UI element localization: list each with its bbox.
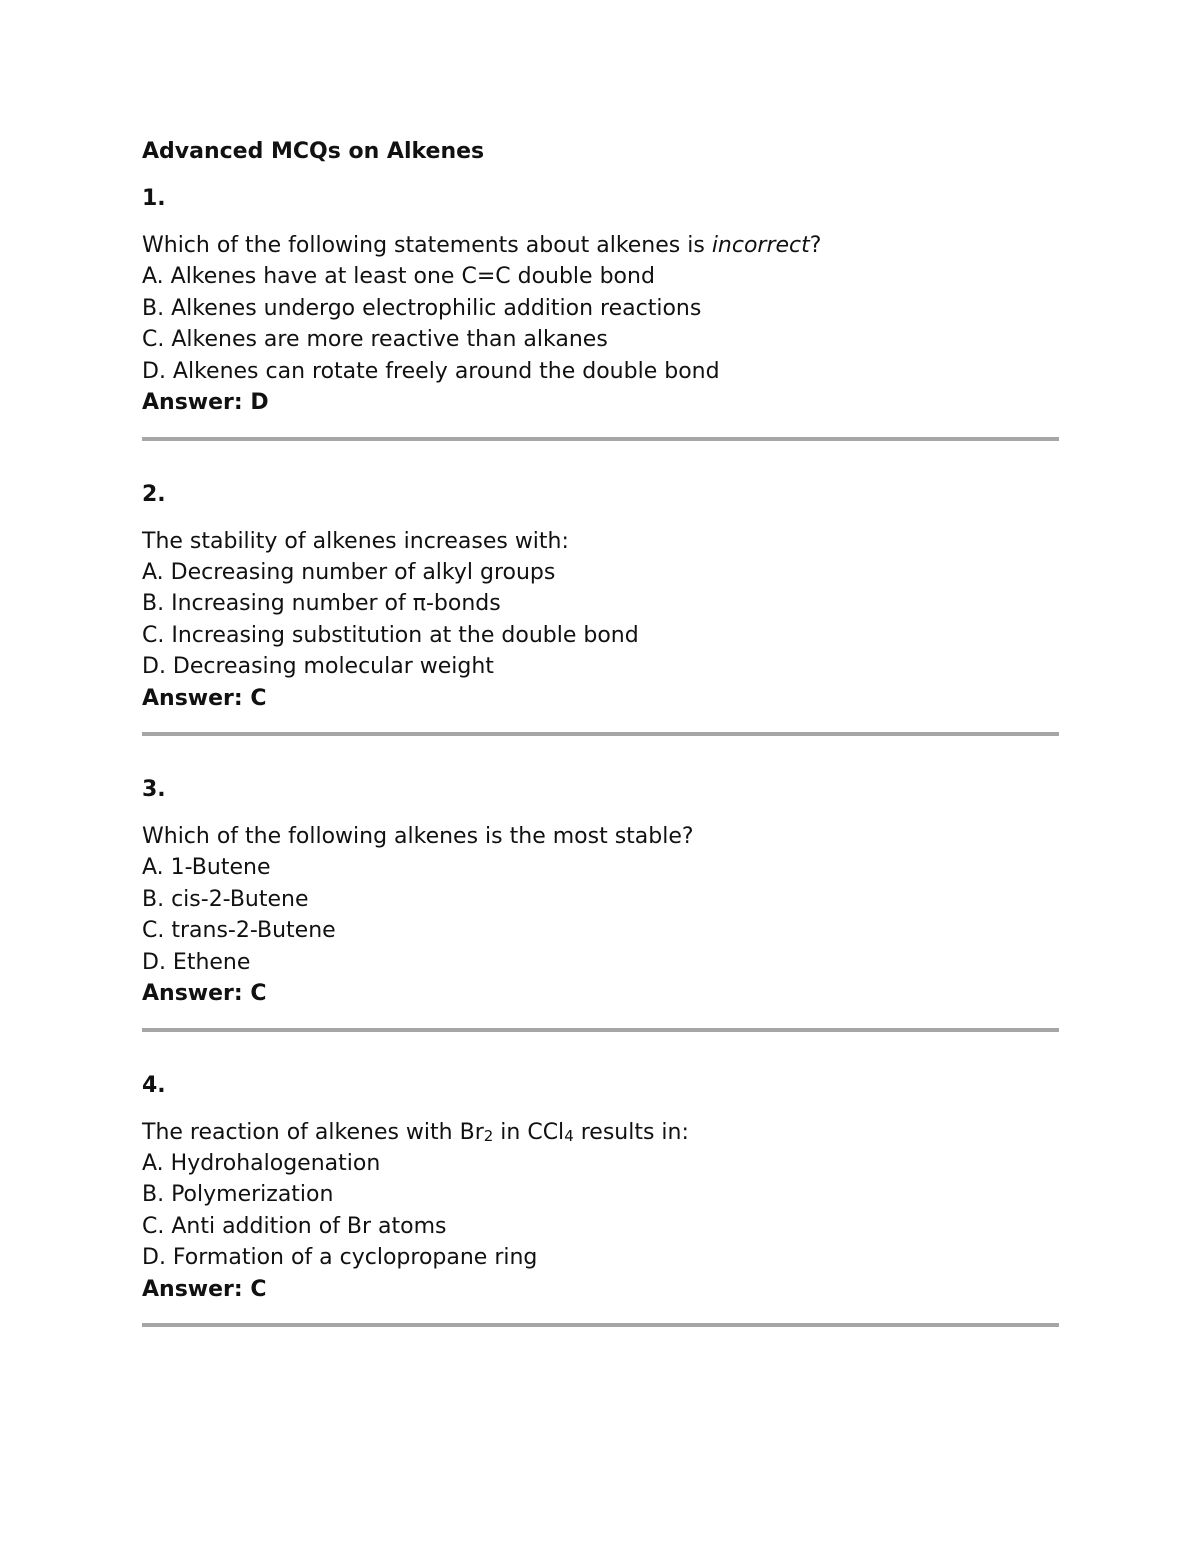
question-stem: Which of the following alkenes is the most stable?	[142, 824, 694, 849]
option-c: C. Increasing substitution at the double bond	[142, 622, 639, 648]
question-stem: The stability of alkenes increases with:	[142, 528, 569, 554]
stem-text: results in:	[573, 1119, 689, 1145]
document-title: Advanced MCQs on Alkenes	[142, 139, 485, 164]
option-d: D. Formation of a cyclopropane ring	[142, 1245, 538, 1270]
question-number: 1.	[142, 186, 166, 211]
option-b: B. Increasing number of π-bonds	[142, 591, 501, 616]
stem-text-end: ?	[809, 233, 822, 258]
document-page	[142, 136, 1059, 1327]
option-b: B. cis-2-Butene	[142, 886, 309, 912]
spacer	[142, 441, 1059, 479]
spacer	[142, 736, 1059, 774]
question-2	[142, 479, 1059, 737]
stem-text: in CCl	[493, 1119, 565, 1145]
option-a: A. Decreasing number of alkyl groups	[142, 559, 556, 585]
option-d: D. Alkenes can rotate freely around the double bond	[142, 358, 720, 384]
option-c: C. Anti addition of Br atoms	[142, 1213, 447, 1239]
question-number: 2.	[142, 481, 166, 507]
stem-text: The reaction of alkenes with Br	[142, 1119, 484, 1145]
stem-emphasis: incorrect	[711, 233, 810, 258]
spacer	[142, 1032, 1059, 1070]
horizontal-divider	[142, 1323, 1059, 1327]
question-1	[142, 183, 1059, 441]
option-d: D. Ethene	[142, 949, 251, 975]
question-number: 4.	[142, 1072, 166, 1098]
option-a: A. Hydrohalogenation	[142, 1150, 381, 1176]
stem-text: Which of the following statements about alkenes is	[142, 233, 712, 258]
option-c: C. trans-2-Butene	[142, 918, 336, 943]
answer: Answer: D	[142, 390, 269, 415]
answer: Answer: C	[142, 1276, 267, 1302]
option-d: D. Decreasing molecular weight	[142, 654, 494, 679]
option-c: C. Alkenes are more reactive than alkanes	[142, 327, 608, 352]
subscript: 4	[564, 1126, 574, 1145]
answer: Answer: C	[142, 981, 267, 1006]
question-number: 3.	[142, 777, 166, 802]
question-3	[142, 774, 1059, 1032]
option-a: A. 1-Butene	[142, 855, 271, 880]
subscript: 2	[483, 1126, 494, 1145]
answer: Answer: C	[142, 685, 267, 711]
question-stem	[142, 1117, 1059, 1148]
option-b: B. Polymerization	[142, 1182, 334, 1207]
question-stem	[142, 230, 1059, 261]
option-b: B. Alkenes undergo electrophilic addition reactions	[142, 295, 702, 321]
option-a: A. Alkenes have at least one C=C double bond	[142, 264, 655, 289]
question-4	[142, 1070, 1059, 1328]
